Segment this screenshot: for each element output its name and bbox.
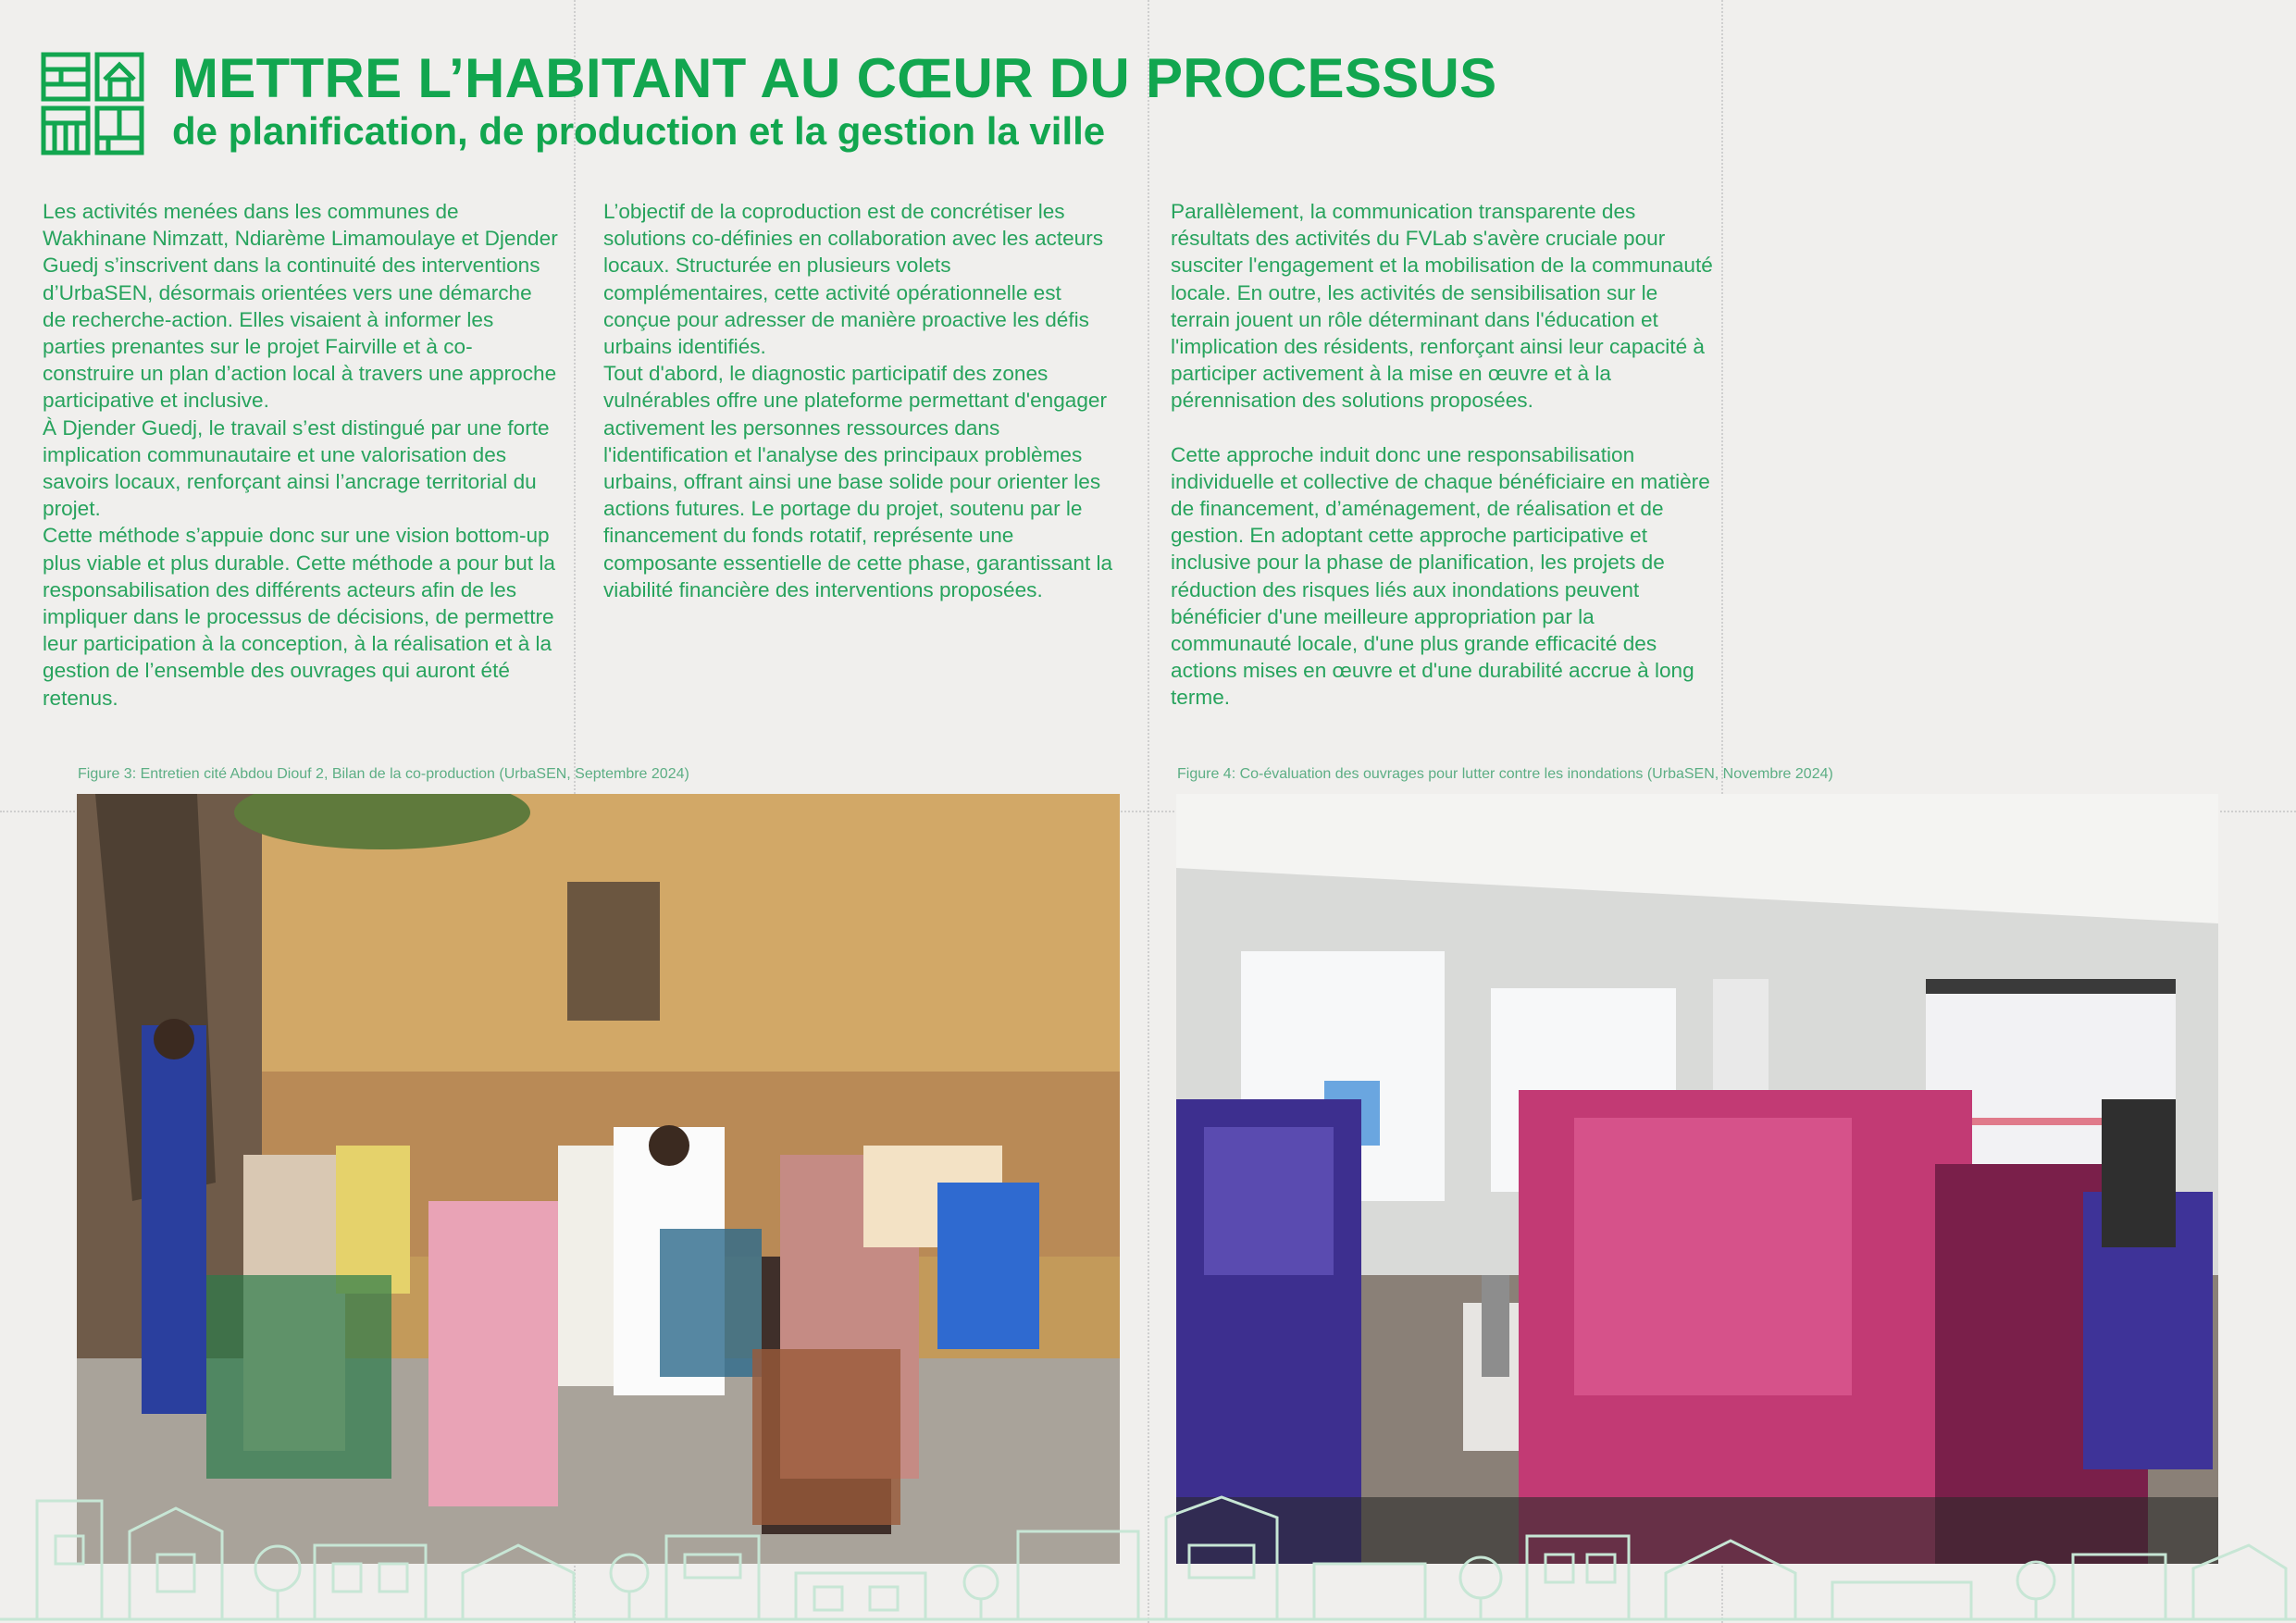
figure-4-photo [1176,794,2218,1564]
figure-3-photo [77,794,1120,1564]
paragraph: Cette approche induit donc une responsabilisation individuelle et collective de chaque bénéficiaire en matière de financement, d’aménagement, de réalisation et de gestion. En adoptant cette approche participative et inclusive pour la phase de planification, les projets de réduction des risques liés aux inondations peuvent bénéficier d'une meilleure appropriation par la communauté locale, d'une plus grande efficacité des actions mises en œuvre et d'une durabilité accrue à long terme. [1171,442,1710,710]
page-title: METTRE L’HABITANT AU CŒUR DU PROCESSUS [172,47,1497,109]
paragraph: L’objectif de la coproduction est de concrétiser les solutions co-définies en collaboration avec les acteurs locaux. Structurée en plusieurs volets complémentaires, cette activité opérationnelle est conçue pour adresser de manière proactive les défis urbains identifiés. [603,200,1104,359]
page-subtitle: de planification, de production et la gestion la ville [172,109,1106,153]
text-column-1 [43,198,561,712]
figure-3-caption: Figure 3: Entretien cité Abdou Diouf 2, Bilan de la co-production (UrbaSEN, Septembre 2024) [78,766,689,782]
paragraph: Cette méthode s’appuie donc sur une vision bottom-up plus viable et plus durable. Cette méthode a pour but la responsabilisation des différents acteurs afin de les impliquer dans le processus de décisions, de permettre leur participation à la conception, à la réalisation et à la gestion de l’ensemble des ouvrages qui auront été retenus. [43,524,555,710]
paragraph: Tout d'abord, le diagnostic participatif des zones vulnérables offre une plateforme permettant d'engager activement les personnes ressources dans l'identification et l'analyse des principaux problèmes urbains, offrant ainsi une base solide pour orienter les actions futures. Le portage du projet, soutenu par le financement du fonds rotatif, représente une composante essentielle de cette phase, garantissant la viabilité financière des interventions proposées. [603,362,1113,601]
paragraph: Les activités menées dans les communes de Wakhinane Nimzatt, Ndiarème Limamoulaye et Djender Guedj s’inscrivent dans la continuité des interventions d’UrbaSEN, désormais orientées vers une démarche de recherche-action. Elles visaient à informer les parties prenantes sur le projet Fairville et à co-construire un plan d’action local à travers une approche participative et inclusive. [43,200,558,413]
paragraph: À Djender Guedj, le travail s’est distingué par une forte implication communautaire et une valorisation des savoirs locaux, renforçant ainsi l’ancrage territorial du projet. [43,415,550,521]
urbasen-grid-house-logo-icon [41,52,144,155]
paragraph: Parallèlement, la communication transparente des résultats des activités du FVLab s'avère cruciale pour susciter l'engagement et la mobilisation de la communauté locale. En outre, les activités de sensibilisation sur le terrain jouent un rôle déterminant dans l'éducation et l'implication des résidents, renforçant ainsi leur capacité à participer activement à la mise en œuvre et à la pérennisation des solutions proposées. [1171,200,1713,413]
figure-4-caption: Figure 4: Co-évaluation des ouvrages pour lutter contre les inondations (UrbaSEN, Novembre 2024) [1177,766,1833,782]
text-column-2 [603,198,1122,603]
city-skyline-pattern-icon [0,1481,2296,1623]
text-column-3 [1171,198,1717,712]
